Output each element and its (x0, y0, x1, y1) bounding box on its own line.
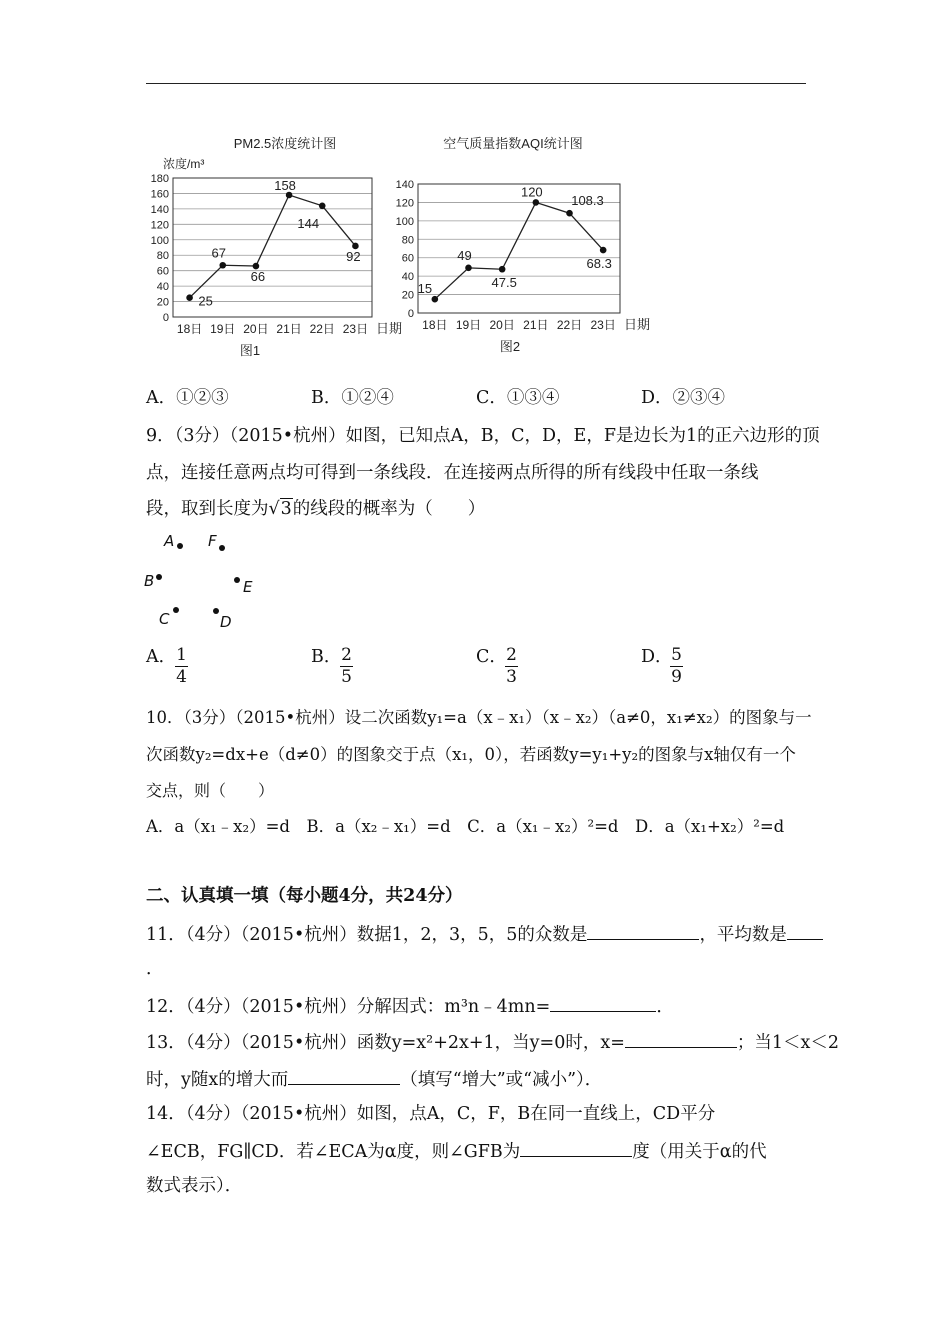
data-label: 144 (297, 215, 320, 231)
y-tick-label: 120 (150, 219, 169, 232)
q9-option-a-label[interactable]: A． (146, 647, 177, 667)
pm25-chart (140, 128, 415, 368)
y-axis-label: 浓度/m³ (163, 157, 205, 171)
q11-text: 11．（4分）（2015•杭州）数据1，2，3，5，5的众数是 (146, 925, 588, 945)
data-point (499, 266, 506, 273)
x-tick-label: 22日 (309, 322, 335, 336)
point-label-f: F (208, 532, 217, 550)
point-d-dot (213, 608, 219, 614)
y-tick-label: 100 (395, 215, 414, 228)
y-tick-label: 20 (156, 296, 169, 309)
q10-line1: 10．（3分）（2015•杭州）设二次函数y₁=a（x﹣x₁）（x﹣x₂）（a≠0，x₁≠x₂）的图象与一 (146, 708, 812, 727)
q9-line3-post: 的线段的概率为（ ） (292, 499, 486, 519)
y-tick-label: 40 (156, 281, 169, 294)
q12-line (146, 993, 674, 1019)
fraction-denominator: 3 (506, 667, 517, 687)
q13-text: 13．（4分）（2015•杭州）函数y=x²+2x+1，当y=0时，x= (146, 1033, 625, 1053)
q11-line (146, 921, 823, 947)
q9-option-a-fraction[interactable] (175, 646, 188, 686)
q13-line2-text: 时，y随x的增大而 (146, 1070, 289, 1090)
fraction-denominator: 9 (671, 667, 682, 687)
point-label-e: E (243, 578, 253, 596)
data-label: 67 (211, 245, 226, 261)
q13-end: （填写“增大”或“减小”）． (400, 1070, 603, 1090)
q13-line2 (146, 1066, 602, 1092)
q12-blank[interactable] (550, 993, 656, 1012)
data-point (319, 203, 326, 210)
point-e-dot (234, 577, 240, 583)
chart-title: PM2.5浓度统计图 (233, 136, 337, 151)
fraction-numerator: 5 (671, 645, 682, 665)
y-tick-label: 60 (401, 252, 414, 265)
q13-line1 (146, 1029, 839, 1055)
q11-blank-mean[interactable] (787, 921, 823, 940)
q9-line2: 点，连接任意两点均可得到一条线段．在连接两点所得的所有线段中任取一条线 (146, 463, 759, 483)
q8-option-d[interactable]: D．②③④ (641, 388, 726, 408)
data-label: 92 (346, 248, 361, 264)
data-label: 66 (250, 269, 266, 285)
q9-option-b-fraction[interactable] (340, 646, 353, 686)
point-label-c: C (159, 610, 170, 628)
y-tick-label: 0 (162, 312, 169, 324)
q9-line3-pre: 段，取到长度为 (146, 499, 269, 519)
y-tick-label: 140 (395, 179, 414, 191)
y-tick-label: 100 (150, 234, 169, 247)
q9-option-b-label[interactable]: B． (311, 647, 342, 667)
x-axis-label: 日期 (624, 317, 651, 332)
q10-line2: 次函数y₂=dx+e（d≠0）的图象交于点（x₁，0），若函数y=y₁+y₂的图象与x轴仅有一个 (146, 745, 796, 764)
q9-option-d-label[interactable]: D． (641, 647, 673, 667)
aqi-chart (388, 128, 668, 368)
data-point (533, 199, 540, 206)
data-point (566, 210, 573, 217)
data-point (600, 247, 607, 254)
x-tick-label: 22日 (556, 318, 583, 332)
data-point (219, 262, 226, 269)
q9-line1: 9．（3分）（2015•杭州）如图，已知点A，B，C，D，E，F是边长为1的正六边形的顶 (146, 426, 820, 446)
x-tick-label: 18日 (176, 322, 203, 336)
fraction-denominator: 5 (341, 667, 352, 687)
header-rule (146, 83, 806, 84)
data-point (432, 296, 439, 303)
y-tick-label: 80 (156, 250, 169, 263)
chart-caption: 图2 (499, 339, 521, 354)
q8-option-b[interactable]: B．①②④ (311, 388, 394, 408)
q14-line1: 14．（4分）（2015•杭州）如图，点A，C，F，B在同一直线上，CD平分 (146, 1104, 716, 1124)
y-tick-label: 0 (407, 308, 414, 320)
fraction-numerator: 2 (506, 645, 517, 665)
data-label: 49 (457, 247, 472, 263)
q11-end: ． (146, 959, 164, 979)
q9-option-c-fraction[interactable] (505, 646, 518, 686)
y-tick-label: 40 (401, 271, 414, 284)
q11-mid: ，平均数是 (699, 925, 787, 945)
data-label: 47.5 (491, 275, 517, 291)
section2-title: 二、认真填一填（每小题4分，共24分） (146, 886, 463, 906)
x-tick-label: 20日 (489, 318, 515, 332)
y-tick-label: 20 (401, 289, 414, 302)
x-axis-label: 日期 (376, 321, 403, 336)
q14-line3: 数式表示）． (146, 1176, 243, 1196)
q9-line3 (146, 497, 485, 521)
data-label: 120 (520, 184, 543, 200)
x-tick-label: 18日 (422, 318, 448, 332)
y-tick-label: 180 (150, 173, 169, 185)
point-f-dot (219, 545, 225, 551)
q9-option-d-fraction[interactable] (670, 646, 683, 686)
x-tick-label: 21日 (523, 318, 549, 332)
y-tick-label: 140 (150, 203, 169, 216)
q12-text: 12．（4分）（2015•杭州）分解因式：m³n﹣4mn= (146, 997, 551, 1017)
q13-mid: ；当1＜x＜2 (736, 1033, 840, 1053)
point-b-dot (156, 574, 162, 580)
x-tick-label: 23日 (590, 318, 616, 332)
y-tick-label: 80 (401, 234, 414, 247)
sqrt-symbol: √ (268, 499, 280, 519)
q12-end: ． (656, 997, 674, 1017)
q11-blank-mode[interactable] (587, 921, 699, 940)
q8-option-a[interactable]: A．①②③ (146, 388, 229, 408)
sqrt-radicand: 3 (280, 499, 292, 519)
data-point (465, 265, 472, 272)
point-label-d: D (220, 613, 232, 631)
x-tick-label: 19日 (210, 322, 236, 336)
q10-options[interactable]: A．a（x₁﹣x₂）=d B．a（x₂﹣x₁）=d C．a（x₁﹣x₂）²=d D．a（x₁+x₂）²=d (146, 817, 785, 836)
chart-title: 空气质量指数AQI统计图 (443, 136, 583, 151)
q10-line3: 交点，则（ ） (146, 781, 275, 800)
data-label: 25 (198, 293, 213, 309)
point-a-dot (177, 543, 183, 549)
aqi-chart-svg (388, 128, 668, 368)
fraction-denominator: 4 (176, 667, 187, 687)
q14-blank[interactable] (520, 1138, 632, 1157)
data-label: 68.3 (586, 256, 612, 272)
q9-option-c-label[interactable]: C． (476, 647, 507, 667)
data-point (186, 294, 193, 301)
point-c-dot (173, 607, 179, 613)
point-label-b: B (144, 572, 155, 590)
x-tick-label: 19日 (455, 318, 482, 332)
x-tick-label: 23日 (342, 322, 369, 336)
sqrt-3 (269, 497, 293, 521)
y-tick-label: 120 (395, 197, 414, 210)
chart-caption: 图1 (239, 343, 261, 358)
x-tick-label: 21日 (276, 322, 302, 336)
data-label: 108.3 (571, 193, 604, 209)
y-tick-label: 60 (156, 265, 169, 278)
q14-line2 (146, 1138, 767, 1164)
point-label-a: A (164, 532, 175, 550)
q13-blank-x[interactable] (625, 1029, 737, 1048)
y-tick-label: 160 (150, 188, 169, 201)
pm25-chart-svg (140, 128, 415, 368)
data-label: 158 (274, 177, 296, 193)
q13-blank-trend[interactable] (288, 1066, 400, 1085)
q8-option-c[interactable]: C．①③④ (476, 388, 560, 408)
fraction-numerator: 1 (176, 645, 187, 665)
q14-line2-text: ∠ECB，FG∥CD．若∠ECA为α度，则∠GFB为 (146, 1142, 521, 1162)
data-label: 15 (417, 281, 433, 297)
fraction-numerator: 2 (341, 645, 352, 665)
q14-line2-end: 度（用关于α的代 (632, 1142, 767, 1162)
x-tick-label: 20日 (243, 322, 269, 336)
